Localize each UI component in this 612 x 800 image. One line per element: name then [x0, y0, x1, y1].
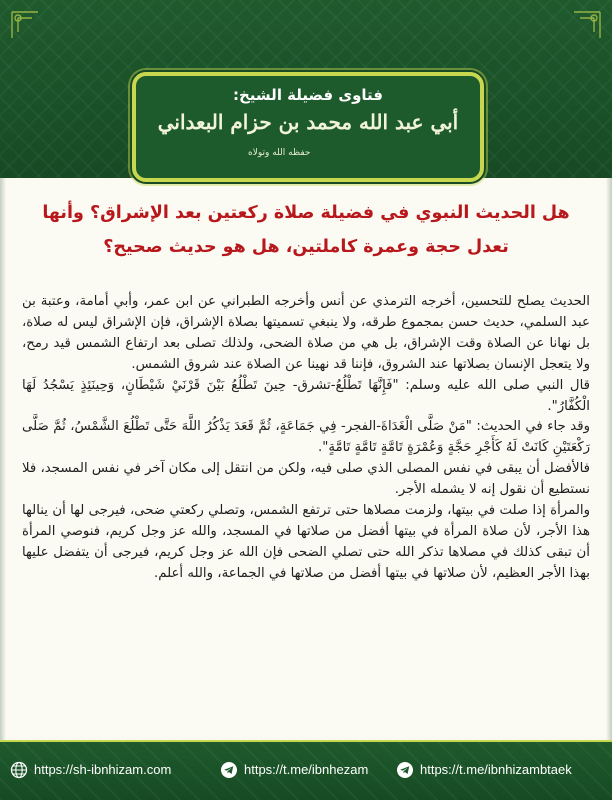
- corner-ornament-icon: [558, 8, 604, 54]
- globe-icon: [10, 761, 28, 779]
- corner-ornament-icon: [8, 8, 54, 54]
- answer-paragraph: فالأفضل أن يبقى في نفس المصلى الذي صلى فيه، ولكن من انتقل إلى مكان آخر في نفس المسجد، فلا نستطيع أن نقول إنه لا يشمله الأجر.: [22, 461, 590, 498]
- answer-paragraph: الحديث يصلح للتحسين، أخرجه الترمذي عن أنس وأخرجه الطبراني عن ابن عمر، وأبي أمامة، وعتبة بن عبد السلمي، حديث حسن بمجموع طرقه، ولا ينبغي تسميتها بصلاة الإشراق، فإن الإشراق ليس له صلاة، بل نهانا عن الصلاة وقت الإشراق، بل هي من صلاة الضحى، ولذلك تصلى بعد ارتفاع الشمس قيد رمح، ولا يتعجل الإنسان بصلاتها عند الشروق، فإننا قد نهينا عن الصلاة عند شروق الشمس.: [22, 294, 590, 372]
- sheikh-name: أبي عبد الله محمد بن حزام البعداني: [157, 110, 459, 134]
- website-link-text: https://sh-ibnhizam.com: [34, 762, 172, 777]
- telegram-link-text: https://t.me/ibnhezam: [244, 762, 369, 777]
- footer-bar: [0, 740, 612, 800]
- telegram-icon: [396, 761, 414, 779]
- answer-paragraph: والمرأة إذا صلت في بيتها، ولزمت مصلاها حتى ترتفع الشمس، وتصلي ركعتي ضحى، فيرجى لها أن ينالها هذا الأجر، لأن صلاة المرأة في بيتها أفضل من صلاتها في المسجد، والله عز وجل كريم، فنوصي المرأة أن تبقى كذلك في مصلاها تذكر الله حتى تصلي الضحى فإن الله عز وجل كريم، فيرجى أن يتفضل عليها بهذا الأجر العظيم، لأن صلاتها في بيتها أفضل من صلاتها في الجماعة، والله أعلم.: [22, 503, 590, 581]
- fatwa-series-title: فتاوى فضيلة الشيخ:: [232, 86, 383, 104]
- answer-body: [22, 292, 590, 585]
- telegram-icon: [220, 761, 238, 779]
- answer-paragraph: قال النبي صلى الله عليه وسلم: "فَإِنَّهَا تَطْلُعُ-تشرق- حِينَ تَطْلُعُ بَيْنَ قَرْنَيْ شَيْطَانٍ، وَحِينَئِذٍ يَسْجُدُ لَهَا الْكُفَّارُ".: [22, 377, 590, 414]
- telegram-link-ibnhezam[interactable]: [220, 758, 368, 782]
- question-heading: هل الحديث النبوي في فضيلة صلاة ركعتين بعد الإشراق؟ وأنها تعدل حجة وعمرة كاملتين، هل هو حديث صحيح؟: [42, 203, 570, 257]
- footer-links: [10, 758, 602, 782]
- honorific-prayer: حفظه الله وتولاه: [248, 148, 311, 158]
- telegram-link-ibnhizambtaek[interactable]: [396, 758, 572, 782]
- header-banner: [0, 0, 612, 178]
- title-plaque: [132, 72, 484, 182]
- telegram-link-text: https://t.me/ibnhizambtaek: [420, 762, 572, 777]
- website-link[interactable]: [10, 758, 171, 782]
- answer-paragraph: وقد جاء في الحديث: "مَنْ صَلَّى الْغَدَاةَ-الفجر- فِي جَمَاعَةٍ، ثُمَّ قَعَدَ يَذْكُرُ اللَّهَ حَتَّى تَطْلُعَ الشَّمْسُ، ثُمَّ صَلَّى رَكْعَتَيْنِ كَانَتْ لَهُ كَأَجْرِ حَجَّةٍ وَعُمْرَةٍ تَامَّةٍ تَامَّةٍ تَامَّةٍ".: [22, 419, 590, 456]
